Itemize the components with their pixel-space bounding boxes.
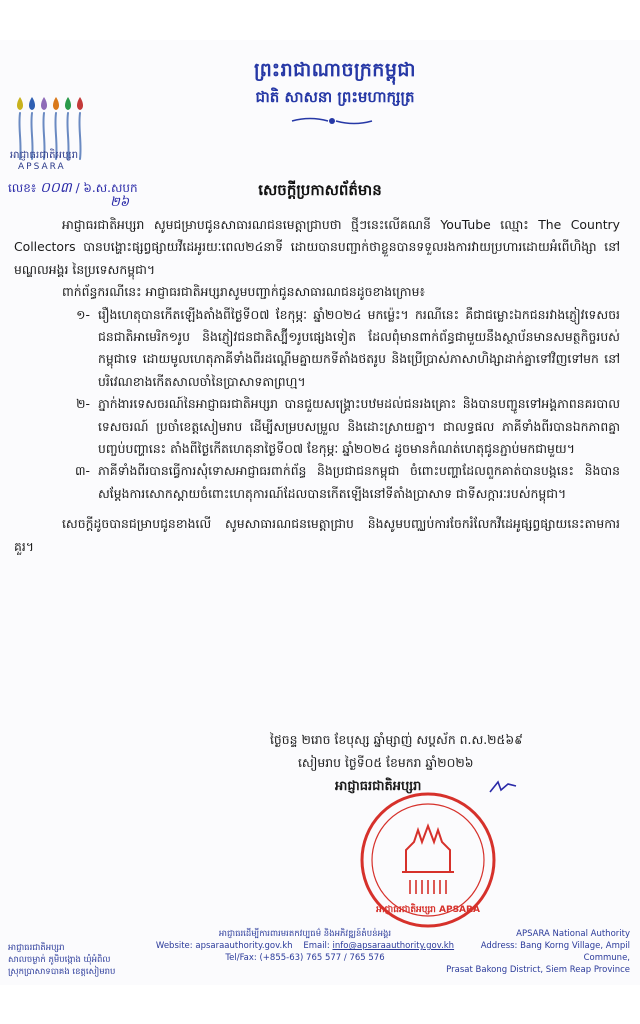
website-label: Website:	[155, 941, 193, 951]
footer-right-line: Prasat Bakong District, Siem Reap Province	[446, 965, 630, 975]
reference-year: ២៦	[110, 195, 130, 210]
footer-left	[8, 942, 115, 978]
logo-drop	[77, 97, 83, 110]
footer-right-line: APSARA National Authority	[516, 929, 630, 939]
email-link[interactable]: info@apsaraauthority.gov.kh	[332, 941, 455, 951]
item-text: ភ្នាក់ងារទេសចរណ៍នៃអាជ្ញាធរជាតិអប្សរា បានជួយសង្គ្រោះបឋមដល់ជនរងគ្រោះ និងបានបញ្ជូនទៅអង្គភាពនគរបាលទេសចរណ៍ ប្រចាំខេត្តសៀមរាប ដើម្បីសម្របសម្រួល និងដោះស្រាយគ្នា។ ជាលទ្ធផល ភាគីទាំងពីរបានឯកភាពគ្នាបញ្ចប់បញ្ហានេះ តាំងពីថ្ងៃកើតហេតុនាថ្ងៃទី០៧ ខែកុម្ភៈ ឆ្នាំ២០២៤ ដូចមានកំណត់ហេតុជូនភ្ជាប់មកជាមួយ។	[98, 396, 620, 457]
item-number: ២-	[76, 396, 90, 412]
footer-right	[440, 928, 630, 976]
item-number: ១-	[76, 306, 90, 322]
footer-web-email	[150, 940, 460, 952]
intro-paragraph: អាជ្ញាធរជាតិអប្សរា សូមជម្រាបជូនសាធារណជនមេត្តាជ្រាបថា ថ្មីៗនេះលើគណនី YouTube ឈ្មោះ The Country Collectors បានបង្ហោះផ្សព្វផ្សាយវីដេអូរយៈពេល២៤នាទី ដោយបានបញ្ជាក់ថាខ្លួនបានទទួលរងការវាយប្រហារដោយអំពើហិង្សា នៅមណ្ឌលអង្គរ នៃប្រទេសកម្ពុជា។	[14, 217, 620, 277]
lunar-date: ថ្ងៃចន្ទ ២រោច ខែបុស្ស ឆ្នាំម្សាញ់ សប្តស័ក ព.ស.២៥៦៩	[270, 732, 523, 747]
footer-right-line: Address: Bang Korng Village, Ampil Commune,	[480, 941, 630, 963]
list-item	[14, 460, 620, 505]
footer-left-line: សាលចម្ងាក់ ភូមិបង្កោង ឃុំអំពិល	[8, 955, 111, 965]
logo-sub: APSARA	[18, 162, 66, 172]
footer-left-line: អាជ្ញាធរជាតិអប្សរា	[8, 943, 65, 953]
logo-name: អាជ្ញាធរជាតិអប្សរា	[10, 150, 79, 161]
logo-drop	[53, 97, 59, 110]
kingdom-heading: ព្រះរាជាណាចក្រកម្ពុជា	[254, 59, 416, 81]
solar-date: សៀមរាប ថ្ងៃទី០៥ ខែមករា ឆ្នាំ២០២៦	[298, 755, 474, 770]
reference-handwritten: ០០៣	[39, 180, 72, 196]
signer-name: អាជ្ញាធរជាតិអប្សរា	[335, 779, 422, 794]
item-text: ភាគីទាំងពីរបានធ្វើការសុំទោសអាជ្ញាធរពាក់ព័ន្ធ និងប្រជាជនកម្ពុជា ចំពោះបញ្ហាដែលពួកគាត់បានបង្ក‌នេះ និងបានសម្តែងការសោកស្តាយចំពោះហេតុការណ៍ដែលបានកើតឡើងនៅទីតាំងប្រាសាទ ជាទីសក្ការៈរបស់កម្ពុជា។	[98, 463, 620, 501]
item-number: ៣-	[74, 463, 90, 479]
stamp-label: អាជ្ញាធរជាតិអប្សរា APSARA	[376, 905, 480, 915]
logo-drop	[41, 97, 47, 110]
closing-paragraph: សេចក្តីដូចបានជម្រាបជូនខាងលើ សូមសាធារណជនមេត្តាជ្រាប និងសូមបញ្ឈប់ការចែករំលែកវីដេអូផ្សព្វផ្សាយនេះតាមការគួរ។	[14, 516, 620, 554]
website-link[interactable]: apsaraauthority.gov.kh	[195, 941, 293, 951]
reference-suffix: / ៦.ស.សបក	[75, 181, 138, 195]
document-body	[14, 214, 620, 558]
footer-left-line: ស្រុកប្រាសាទបាគង ខេត្តសៀមរាប	[8, 967, 116, 977]
list-item	[14, 393, 620, 460]
email-label: Email:	[303, 941, 330, 951]
ornament-divider	[290, 114, 374, 128]
logo-drop	[29, 97, 35, 110]
footer-contacts	[150, 928, 460, 964]
document-title: សេចក្តីប្រកាសព័ត៌មាន	[258, 181, 382, 199]
logo-drop	[17, 97, 23, 110]
reference-label: លេខ៖	[8, 181, 37, 195]
official-stamp	[358, 790, 498, 930]
item-text: រឿងហេតុបានកើតឡើងតាំងពីថ្ងៃទី០៧ ខែកុម្ភៈ ឆ្នាំ២០២៤ មកម្ល៉េះ។ ករណីនេះ គឺជាជម្លោះឯកជនរវាងភ្ញៀវទេសចរជនជាតិអាមេរិក១រូប និងភ្ញៀវជនជាតិស្ប៊ី១រូបផ្សេងទៀត ដែលពុំមានពាក់ព័ន្ធជាមួយនឹងស្ថាប័នមានសមត្ថកិច្ចរបស់កម្ពុជាទេ ដោយមូលហេតុភាគីទាំងពីរដណ្តើមគ្នាយកទីតាំងថតរូប និងប្រើប្រាស់ភាសាហិង្សាដាក់គ្នាទៅវិញទៅមក នៅបរិវេណខាងកើតសាលចាំនៃប្រាសាទតាព្រហ្ម។	[98, 306, 620, 389]
national-motto: ជាតិ សាសនា ព្រះមហាក្សត្រ	[255, 88, 415, 106]
intro-statement: ពាក់ព័ន្ធករណីនេះ អាជ្ញាធរជាតិអប្សរាសូមបញ្ជាក់ជូនសាធារណជនដូចខាងក្រោម៖	[62, 284, 425, 300]
logo-drop	[65, 97, 71, 110]
footer-tel: Tel/Fax: (+855-63) 765 577 / 765 576	[225, 953, 385, 963]
list-item	[14, 304, 620, 394]
footer-mission: អាជ្ញាធរដើម្បីការពារមរតកវប្បធម៌ និងអភិវឌ្ឍន៍តំបន់អង្គរ	[218, 929, 392, 939]
